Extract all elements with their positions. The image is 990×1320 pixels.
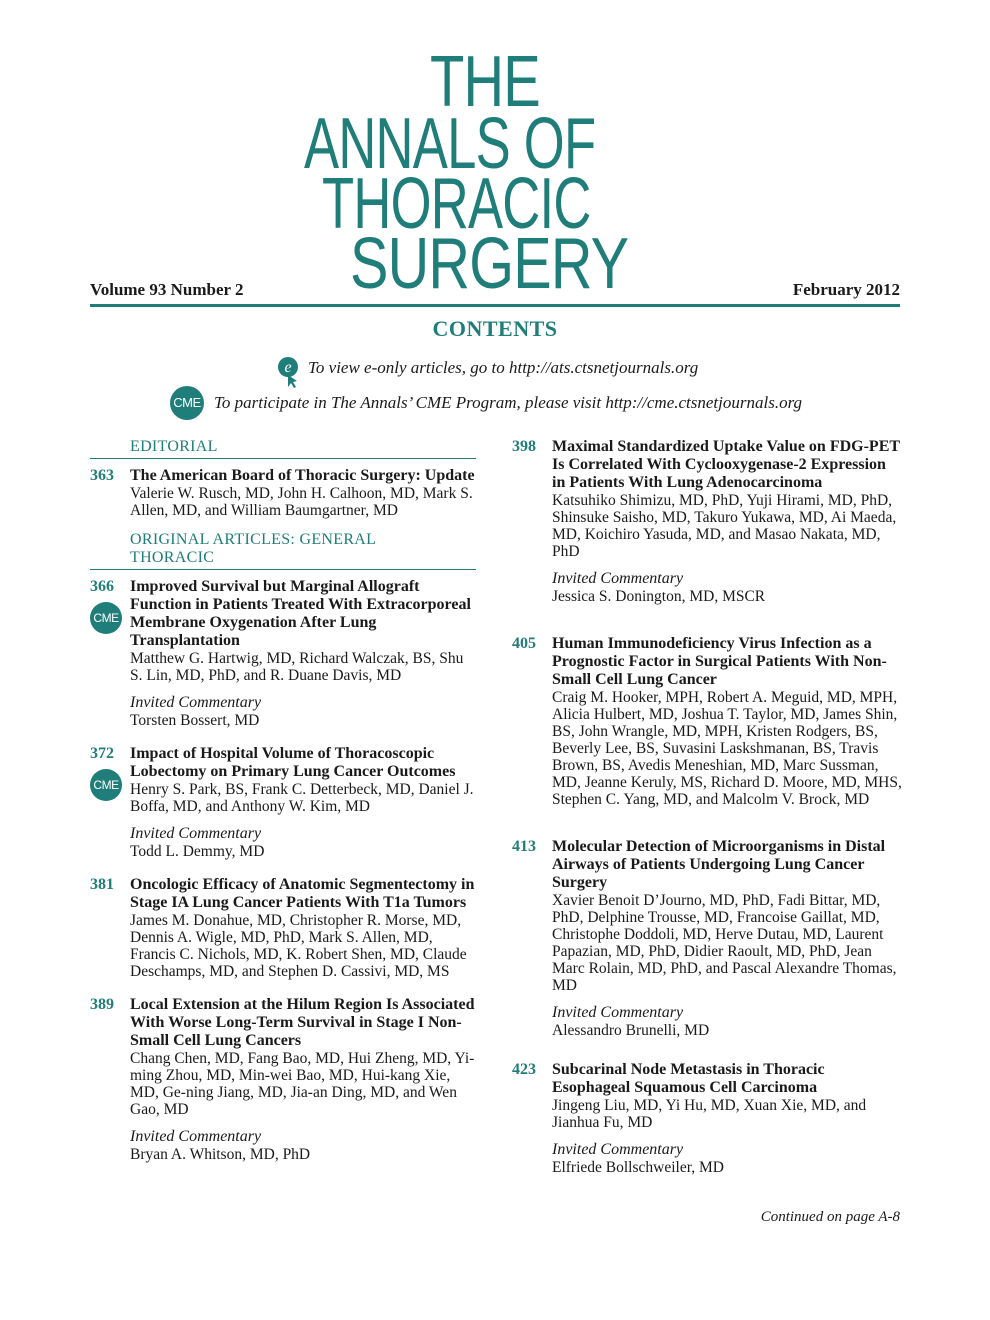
article-authors: James M. Donahue, MD, Christopher R. Morse, MD, Dennis A. Wigle, MD, PhD, Mark S. Allen, MD, Francis C. Nichols, MD, K. Robert Shen, MD, Claude Deschamps, MD, and Stephen D. Cassivi, MD, MS bbox=[130, 912, 467, 980]
volume-number: Volume 93 Number 2 bbox=[90, 280, 244, 299]
right-column bbox=[512, 438, 902, 1192]
page-number: 381 bbox=[90, 876, 114, 893]
article-authors: Matthew G. Hartwig, MD, Richard Walczak, BS, Shu S. Lin, MD, PhD, and R. Duane Davis, MD bbox=[130, 650, 464, 684]
page-number: 405 bbox=[512, 635, 536, 652]
article-authors: Xavier Benoit D’Journo, MD, PhD, Fadi Bittar, MD, PhD, Delphine Trousse, MD, Francoise Gaillat, MD, Christophe Doddoli, MD, Herve Dutau, MD, Laurent Papazian, MD, PhD, Didier Raoult, MD, PhD, Jean Marc Rolain, MD, PhD, and Pascal Alexandre Thomas, MD bbox=[552, 892, 897, 994]
article-title: Local Extension at the Hilum Region Is Associated With Worse Long-Term Survival in Stage I Non-Small Cell Lung Cancers bbox=[130, 996, 475, 1049]
invited-commentary-label: Invited Commentary bbox=[552, 1004, 684, 1021]
invited-commentary-author: Jessica S. Donington, MD, MSCR bbox=[552, 588, 766, 605]
article-title: Improved Survival but Marginal Allograft Function in Patients Treated With Extracorporeal Membrane Oxygenation After Lung Transplantation bbox=[130, 578, 471, 649]
article-398 bbox=[512, 438, 902, 605]
contents-heading: CONTENTS bbox=[432, 316, 558, 341]
page-number: 389 bbox=[90, 996, 114, 1013]
article-423 bbox=[512, 1061, 902, 1176]
section-rule bbox=[90, 569, 476, 570]
e-icon-letter: e bbox=[284, 359, 292, 376]
page-number: 366 bbox=[90, 578, 114, 595]
article-405 bbox=[512, 635, 902, 808]
invited-commentary-label: Invited Commentary bbox=[130, 1128, 262, 1145]
left-column bbox=[90, 438, 476, 1179]
article-title: Subcarinal Node Metastasis in Thoracic Esophageal Squamous Cell Carcinoma bbox=[552, 1061, 825, 1096]
page-number: 413 bbox=[512, 838, 536, 855]
cme-icon: CME bbox=[170, 386, 204, 420]
article-authors: Jingeng Liu, MD, Yi Hu, MD, Xuan Xie, MD, and Jianhua Fu, MD bbox=[552, 1097, 867, 1131]
invited-commentary-author: Alessandro Brunelli, MD bbox=[552, 1022, 710, 1039]
article-title: Molecular Detection of Microorganisms in Distal Airways of Patients Undergoing Lung Cancer Surgery bbox=[552, 838, 886, 891]
article-authors: Chang Chen, MD, Fang Bao, MD, Hui Zheng, MD, Yi-ming Zhou, MD, Min-wei Bao, MD, Hui-kang Xie, MD, Ge-ning Jiang, MD, Jia-an Ding, MD, and Wen Gao, MD bbox=[130, 1050, 475, 1118]
article-title: Human Immunodeficiency Virus Infection as a Prognostic Factor in Surgical Patients With Non-Small Cell Lung Cancer bbox=[552, 635, 887, 688]
invited-commentary-label: Invited Commentary bbox=[130, 825, 262, 842]
article-363 bbox=[90, 467, 476, 519]
article-authors: Valerie W. Rusch, MD, John H. Calhoon, MD, Mark S. Allen, MD, and William Baumgartner, MD bbox=[130, 485, 473, 519]
article-title: Oncologic Efficacy of Anatomic Segmentectomy in Stage IA Lung Cancer Patients With T1a Tumors bbox=[130, 876, 475, 911]
masthead-line-1: THE bbox=[430, 42, 540, 122]
e-only-icon bbox=[276, 355, 304, 389]
article-title: Impact of Hospital Volume of Thoracoscopic Lobectomy on Primary Lung Cancer Outcomes bbox=[130, 745, 456, 780]
invited-commentary-author: Torsten Bossert, MD bbox=[130, 712, 260, 729]
invited-commentary-author: Todd L. Demmy, MD bbox=[130, 843, 265, 860]
cme-note: To participate in The Annals’ CME Program, please visit http://cme.ctsnetjournals.org bbox=[214, 393, 803, 412]
page-number: 363 bbox=[90, 467, 114, 484]
invited-commentary-label: Invited Commentary bbox=[552, 570, 684, 587]
page-number: 398 bbox=[512, 438, 536, 455]
article-authors: Henry S. Park, BS, Frank C. Detterbeck, MD, Daniel J. Boffa, MD, and Anthony W. Kim, MD bbox=[130, 781, 474, 815]
section-heading-editorial: EDITORIAL bbox=[130, 438, 218, 455]
article-authors: Craig M. Hooker, MPH, Robert A. Meguid, MD, MPH, Alicia Hulbert, MD, Joshua T. Taylor, MD, James Shin, BS, John Wrangle, MD, MPH, Kristen Rodgers, BS, Beverly Lee, BS, Suvasini Laskshmanan, BS, Travis Brown, BS, Avedis Meneshian, MD, Marc Sussman, MD, Jeanne Keruly, MS, Richard D. Moore, MD, MHS, Stephen C. Yang, MD, and Malcolm V. Brock, MD bbox=[552, 689, 902, 808]
invited-commentary-author: Elfriede Bollschweiler, MD bbox=[552, 1159, 724, 1176]
e-only-note: To view e-only articles, go to http://ats.ctsnetjournals.org bbox=[308, 358, 699, 377]
page-number: 372 bbox=[90, 745, 114, 762]
masthead-line-3: THORACIC bbox=[322, 164, 591, 244]
invited-commentary-label: Invited Commentary bbox=[552, 1141, 684, 1158]
article-372 bbox=[90, 745, 476, 860]
masthead-line-4: SURGERY bbox=[350, 224, 629, 304]
article-389 bbox=[90, 996, 476, 1163]
section-heading-general-thoracic: ORIGINAL ARTICLES: GENERAL THORACIC bbox=[130, 531, 376, 566]
article-title: The American Board of Thoracic Surgery: Update bbox=[130, 467, 475, 484]
issue-date: February 2012 bbox=[792, 280, 900, 299]
invited-commentary-author: Bryan A. Whitson, MD, PhD bbox=[130, 1146, 311, 1163]
invited-commentary-label: Invited Commentary bbox=[130, 694, 262, 711]
masthead-line-2: ANNALS OF bbox=[304, 104, 596, 184]
article-381 bbox=[90, 876, 476, 980]
cme-icon: CME bbox=[90, 769, 122, 801]
header-rule bbox=[90, 304, 900, 307]
continued-note: Continued on page A-8 bbox=[760, 1209, 900, 1225]
cme-icon: CME bbox=[90, 602, 122, 634]
article-authors: Katsuhiko Shimizu, MD, PhD, Yuji Hirami, MD, PhD, Shinsuke Saisho, MD, Takuro Yukawa, MD, Ai Maeda, MD, Koichiro Yasuda, MD, and Masao Nakata, MD, PhD bbox=[552, 492, 897, 560]
page-number: 423 bbox=[512, 1061, 536, 1078]
article-413 bbox=[512, 838, 902, 1039]
article-366 bbox=[90, 578, 476, 729]
article-title: Maximal Standardized Uptake Value on FDG-PET Is Correlated With Cyclooxygenase-2 Expression in Patients With Lung Adenocarcinoma bbox=[552, 438, 900, 491]
section-rule bbox=[90, 458, 476, 459]
